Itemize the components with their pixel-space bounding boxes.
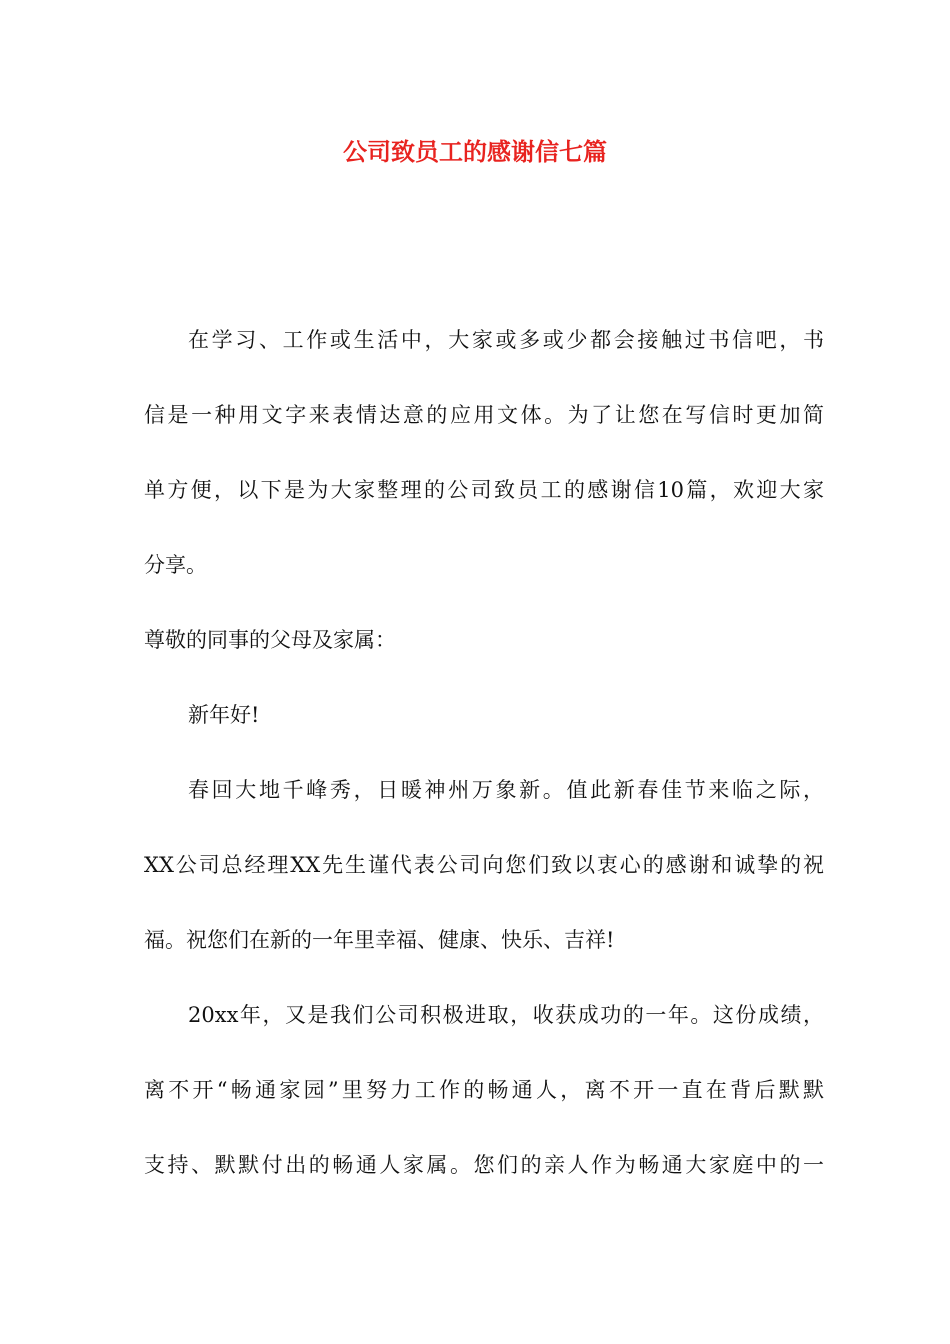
paragraph-line: 支持、默默付出的畅通人家属。您们的亲人作为畅通大家庭中的一 <box>144 1153 824 1177</box>
paragraph-line: 离不开“畅通家园”里努力工作的畅通人，离不开一直在背后默默 <box>144 1078 824 1102</box>
paragraph-line: 福。祝您们在新的一年里幸福、健康、快乐、吉祥! <box>144 928 615 952</box>
greeting: 新年好! <box>188 703 260 727</box>
paragraph-line: 单方便，以下是为大家整理的公司致员工的感谢信10篇，欢迎大家 <box>144 478 824 502</box>
paragraph-line: XX公司总经理XX先生谨代表公司向您们致以衷心的感谢和诚挚的祝 <box>144 853 824 877</box>
paragraph-line: 春回大地千峰秀，日暖神州万象新。值此新春佳节来临之际， <box>188 778 824 802</box>
paragraph-line: 在学习、工作或生活中，大家或多或少都会接触过书信吧，书 <box>188 328 824 352</box>
paragraph-line: 信是一种用文字来表情达意的应用文体。为了让您在写信时更加简 <box>144 403 824 427</box>
paragraph-line: 分享。 <box>144 553 207 577</box>
document-title: 公司致员工的感谢信七篇 <box>343 138 607 166</box>
paragraph-line: 20xx年，又是我们公司积极进取，收获成功的一年。这份成绩， <box>188 1003 824 1027</box>
salutation: 尊敬的同事的父母及家属： <box>144 628 396 652</box>
